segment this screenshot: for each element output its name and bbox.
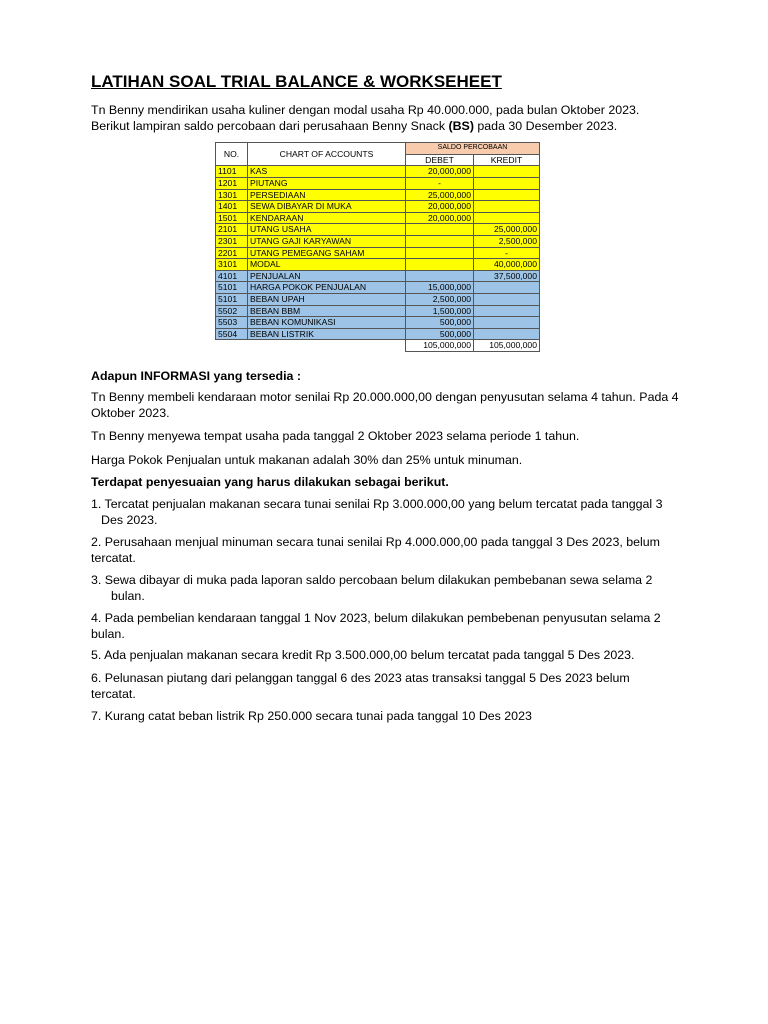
cell-debit: 20,000,000 — [406, 166, 474, 178]
cell-account: UTANG USAHA — [248, 224, 406, 236]
cell-debit: 20,000,000 — [406, 212, 474, 224]
cell-credit — [474, 282, 540, 294]
header-no: NO. — [216, 143, 248, 166]
cell-account: SEWA DIBAYAR DI MUKA — [248, 201, 406, 213]
cell-account: HARGA POKOK PENJUALAN — [248, 282, 406, 294]
table-row — [216, 235, 540, 247]
cell-credit — [474, 328, 540, 340]
cell-no: 1201 — [216, 177, 248, 189]
cell-account: PIUTANG — [248, 177, 406, 189]
cell-credit: 2,500,000 — [474, 235, 540, 247]
cell-credit — [474, 317, 540, 329]
cell-no: 2101 — [216, 224, 248, 236]
total-spacer — [216, 340, 248, 352]
cell-debit — [406, 235, 474, 247]
table-row — [216, 201, 540, 213]
table-row — [216, 317, 540, 329]
cell-credit — [474, 293, 540, 305]
cell-no: 1501 — [216, 212, 248, 224]
cell-credit: - — [474, 247, 540, 259]
cell-account: PERSEDIAAN — [248, 189, 406, 201]
cell-no: 4101 — [216, 270, 248, 282]
table-row — [216, 177, 540, 189]
cell-credit: 37,500,000 — [474, 270, 540, 282]
table-row — [216, 224, 540, 236]
cell-account: MODAL — [248, 259, 406, 271]
header-debit: DEBET — [406, 154, 474, 166]
info-paragraph-3: Harga Pokok Penjualan untuk makanan adalah 30% dan 25% untuk minuman. — [91, 453, 523, 467]
cell-account: BEBAN KOMUNIKASI — [248, 317, 406, 329]
cell-credit — [474, 189, 540, 201]
table-row — [216, 270, 540, 282]
cell-account: KAS — [248, 166, 406, 178]
table-row — [216, 212, 540, 224]
cell-no: 1101 — [216, 166, 248, 178]
document-title: LATIHAN SOAL TRIAL BALANCE & WORKSEHEET — [91, 72, 502, 91]
adjustment-item-3: 3. Sewa dibayar di muka pada laporan saldo percobaan belum dilakukan pembebanan sewa selama 2 bulan. — [91, 573, 653, 603]
cell-account: BEBAN BBM — [248, 305, 406, 317]
cell-debit: 25,000,000 — [406, 189, 474, 201]
adjustments-heading: Terdapat penyesuaian yang harus dilakukan sebagai berikut. — [91, 475, 449, 489]
trial-balance-table — [215, 142, 540, 352]
table-row — [216, 259, 540, 271]
cell-debit: 20,000,000 — [406, 201, 474, 213]
adjustment-item-1: 1. Tercatat penjualan makanan secara tunai senilai Rp 3.000.000,00 yang belum tercatat pada tanggal 3 Des 2023. — [91, 497, 663, 527]
cell-no: 5504 — [216, 328, 248, 340]
table-row — [216, 282, 540, 294]
table-row — [216, 293, 540, 305]
header-credit: KREDIT — [474, 154, 540, 166]
adjustment-item-7: 7. Kurang catat beban listrik Rp 250.000 secara tunai pada tanggal 10 Des 2023 — [91, 709, 532, 723]
cell-account: BEBAN LISTRIK — [248, 328, 406, 340]
total-spacer — [248, 340, 406, 352]
intro-line-2: Berikut lampiran saldo percobaan dari perusahaan Benny Snack (BS) pada 30 Desember 2023. — [91, 118, 618, 133]
cell-debit: 500,000 — [406, 328, 474, 340]
cell-no: 5101 — [216, 293, 248, 305]
cell-debit: 15,000,000 — [406, 282, 474, 294]
cell-debit: 1,500,000 — [406, 305, 474, 317]
cell-account: PENJUALAN — [248, 270, 406, 282]
cell-account: UTANG PEMEGANG SAHAM — [248, 247, 406, 259]
info-paragraph-1: Tn Benny membeli kendaraan motor senilai Rp 20.000.000,00 dengan penyusutan selama 4 tahun. Pada 4 Oktober 2023. — [91, 390, 679, 420]
cell-debit: 500,000 — [406, 317, 474, 329]
intro-paragraph — [91, 103, 681, 134]
cell-no: 5502 — [216, 305, 248, 317]
cell-credit: 40,000,000 — [474, 259, 540, 271]
adjustment-item-6: 6. Pelunasan piutang dari pelanggan tanggal 6 des 2023 atas transaksi tanggal 5 Des 2023 belum tercatat. — [91, 671, 630, 701]
cell-credit — [474, 177, 540, 189]
cell-credit — [474, 201, 540, 213]
cell-credit: 25,000,000 — [474, 224, 540, 236]
header-account: CHART OF ACCOUNTS — [248, 143, 406, 166]
header-saldo-percobaan: SALDO PERCOBAAN — [406, 143, 540, 155]
cell-debit: - — [406, 177, 474, 189]
cell-account: UTANG GAJI KARYAWAN — [248, 235, 406, 247]
cell-no: 1401 — [216, 201, 248, 213]
total-credit: 105,000,000 — [474, 340, 540, 352]
intro-line-1: Tn Benny mendirikan usaha kuliner dengan modal usaha Rp 40.000.000, pada bulan Oktober 2023. — [91, 103, 640, 117]
adjustment-item-5: 5. Ada penjualan makanan secara kredit Rp 3.500.000,00 belum tercatat pada tanggal 5 Des 2023. — [91, 648, 635, 662]
cell-debit — [406, 270, 474, 282]
cell-no: 2301 — [216, 235, 248, 247]
info-paragraph-2: Tn Benny menyewa tempat usaha pada tanggal 2 Oktober 2023 selama periode 1 tahun. — [91, 429, 580, 443]
cell-debit: 2,500,000 — [406, 293, 474, 305]
cell-account: KENDARAAN — [248, 212, 406, 224]
cell-debit — [406, 224, 474, 236]
table-row — [216, 189, 540, 201]
adjustment-item-2: 2. Perusahaan menjual minuman secara tunai senilai Rp 4.000.000,00 pada tanggal 3 Des 2023, belum tercatat. — [91, 535, 660, 565]
total-debit: 105,000,000 — [406, 340, 474, 352]
cell-account: BEBAN UPAH — [248, 293, 406, 305]
adjustment-item-4: 4. Pada pembelian kendaraan tanggal 1 Nov 2023, belum dilakukan pembebenan penyusutan selama 2 bulan. — [91, 611, 661, 641]
table-total-row — [216, 340, 540, 352]
table-row — [216, 166, 540, 178]
cell-credit — [474, 166, 540, 178]
cell-no: 5101 — [216, 282, 248, 294]
cell-no: 5503 — [216, 317, 248, 329]
cell-no: 1301 — [216, 189, 248, 201]
cell-no: 3101 — [216, 259, 248, 271]
table-row — [216, 305, 540, 317]
table-row — [216, 328, 540, 340]
cell-credit — [474, 212, 540, 224]
table-header-row — [216, 143, 540, 155]
table-row — [216, 247, 540, 259]
cell-debit — [406, 247, 474, 259]
info-heading: Adapun INFORMASI yang tersedia : — [91, 369, 301, 383]
cell-no: 2201 — [216, 247, 248, 259]
cell-debit — [406, 259, 474, 271]
cell-credit — [474, 305, 540, 317]
